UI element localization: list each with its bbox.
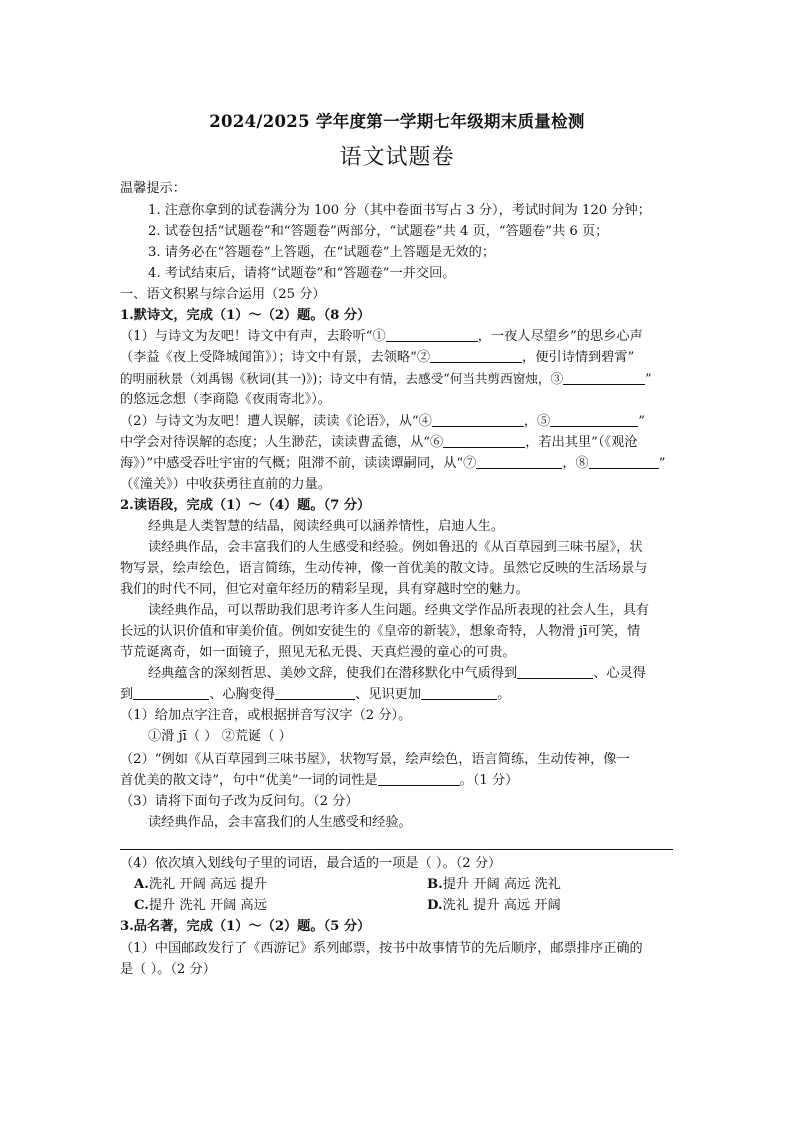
sub-question-items: ①滑 jī（ ） ②荒诞（ ） [148,729,292,744]
option-d[interactable]: D.洗礼 提升 高远 开阔 [427,898,561,913]
answer-line[interactable] [120,849,673,850]
passage-line: 读经典作品，会丰富我们的人生感受和经验。例如鲁迅的《从百草园到三味书屋》，状 [148,540,643,555]
passage-line: 读经典作品，可以帮助我们思考许多人生问题。经典文学作品所表现的社会人生，具有 [148,603,650,618]
sub-question-sentence: 读经典作品，会丰富我们的人生感受和经验。 [148,815,412,830]
q1-p2-line: （《潼关》）中收获勇往直前的力量。 [120,477,331,492]
blank-1[interactable] [386,327,478,342]
q1-p1-line: （李益《夜上受降城闻笛》）；诗文中有景，去领略“② ，便引诗情到碧霄” [120,350,635,365]
blank-6[interactable] [443,433,525,448]
question-heading: 2.读语段，完成（1）～（4）题。（7 分） [120,498,371,513]
blank-2[interactable] [430,348,522,363]
tips-heading: 温馨提示： [120,181,186,196]
sub-question: （1）给加点字注音，或根据拼音写汉字（2 分）。 [120,708,412,723]
blank-4[interactable] [432,412,524,427]
passage-line: 节荒诞离奇，如一面镜子，照见无私无畏、天真烂漫的童心的可贵。 [120,645,516,660]
passage-line: 我们的时代不同，但它对童年经历的精彩呈现，具有穿越时空的魅力。 [120,582,529,597]
sub-question: （1）中国邮政发行了《西游记》系列邮票，按书中故事情节的先后顺序，邮票排序正确的 [120,941,643,956]
blank-8[interactable] [589,454,659,469]
q1-p1-line: 的悠远念想（李商隐《夜雨寄北》）。 [120,392,331,407]
passage-blank[interactable] [133,685,209,700]
option-a[interactable]: A.洗礼 开阔 高远 提升 [134,877,267,892]
passage-blank[interactable] [421,685,497,700]
blank-3[interactable] [563,370,645,385]
answer-blank[interactable] [378,771,460,786]
option-b[interactable]: B.提升 开阔 高远 洗礼 [427,877,561,892]
passage-line: 经典蕴含的深刻哲思、美妙文辞，使我们在潜移默化中气质得到 、心灵得 [148,666,646,681]
exam-title: 2024/2025 学年度第一学期七年级期末质量检测 [209,112,585,131]
sub-question: 是（ ）。（2 分） [120,962,216,977]
tip-item: 4. 考试结束后，请将“试题卷”和“答题卷”一并交回。 [148,266,456,281]
exam-subtitle: 语文试题卷 [339,145,455,170]
sub-question: 首优美的散文诗”，句中“优美”一词的词性是 。（1 分） [120,773,519,788]
sub-question: （3）请将下面句子改为反问句。（2 分） [120,794,359,809]
passage-line: 物写景，绘声绘色，语言简练，生动传神，像一首优美的散文诗。虽然它反映的生活场景与 [120,561,648,576]
q1-p2-line: 中学会对待误解的态度；人生渺茫，读读曹孟德，从“⑥ ，若出其里”（《观沧 [120,435,638,450]
option-c[interactable]: C.提升 洗礼 开阔 高远 [134,898,267,913]
q1-p1-line: （1）与诗文为友吧！诗文中有声，去聆听“① ，一夜人尽望乡”的思乡心声 [120,329,643,344]
passage-line: 长远的认识价值和审美价值。例如安徒生的《皇帝的新装》，想象奇特，人物滑 jī可笑，情 [120,624,641,639]
blank-7[interactable] [476,454,562,469]
blank-5[interactable] [550,412,638,427]
passage-blank[interactable] [517,664,593,679]
tip-item: 2. 试卷包括“试题卷”和“答题卷”两部分，“试题卷”共 4 页，“答题卷”共 6 页； [148,224,609,239]
passage-line: 到 、心胸变得 、见识更加 。 [120,687,511,702]
tip-item: 1. 注意你拿到的试卷满分为 100 分（其中卷面书写占 3 分），考试时间为 120 分钟； [148,203,651,218]
passage-line: 经典是人类智慧的结晶，阅读经典可以涵养情性，启迪人生。 [148,519,505,534]
q1-p1-line: 的明丽秋景（刘禹锡《秋词(其一)》)；诗文中有情，去感受“何当共剪西窗烛，③ ” [120,371,652,386]
question-heading: 1.默诗文，完成（1）～（2）题。（8 分） [120,308,371,323]
q1-p2-line: 海》）”中感受吞吐宇宙的气概；阻滞不前，读读谭嗣同，从“⑦ ，⑧ ” [120,456,666,471]
sub-question: （2）“例如《从百草园到三味书屋》，状物写景，绘声绘色，语言简练，生动传神，像一 [120,752,630,767]
q1-p2-line: （2）与诗文为友吧！遭人误解，读读《论语》，从“④ ，⑤ ” [120,414,645,429]
question-heading: 3.品名著，完成（1）～（2）题。（5 分） [120,919,371,934]
sub-question: （4）依次填入划线句子里的词语，最合适的一项是（ ）。（2 分） [120,856,502,871]
section-heading: 一、语文积累与综合运用（25 分） [120,287,326,302]
passage-blank[interactable] [275,685,355,700]
tip-item: 3. 请务必在“答题卷”上答题，在“试题卷”上答题是无效的； [148,245,496,260]
